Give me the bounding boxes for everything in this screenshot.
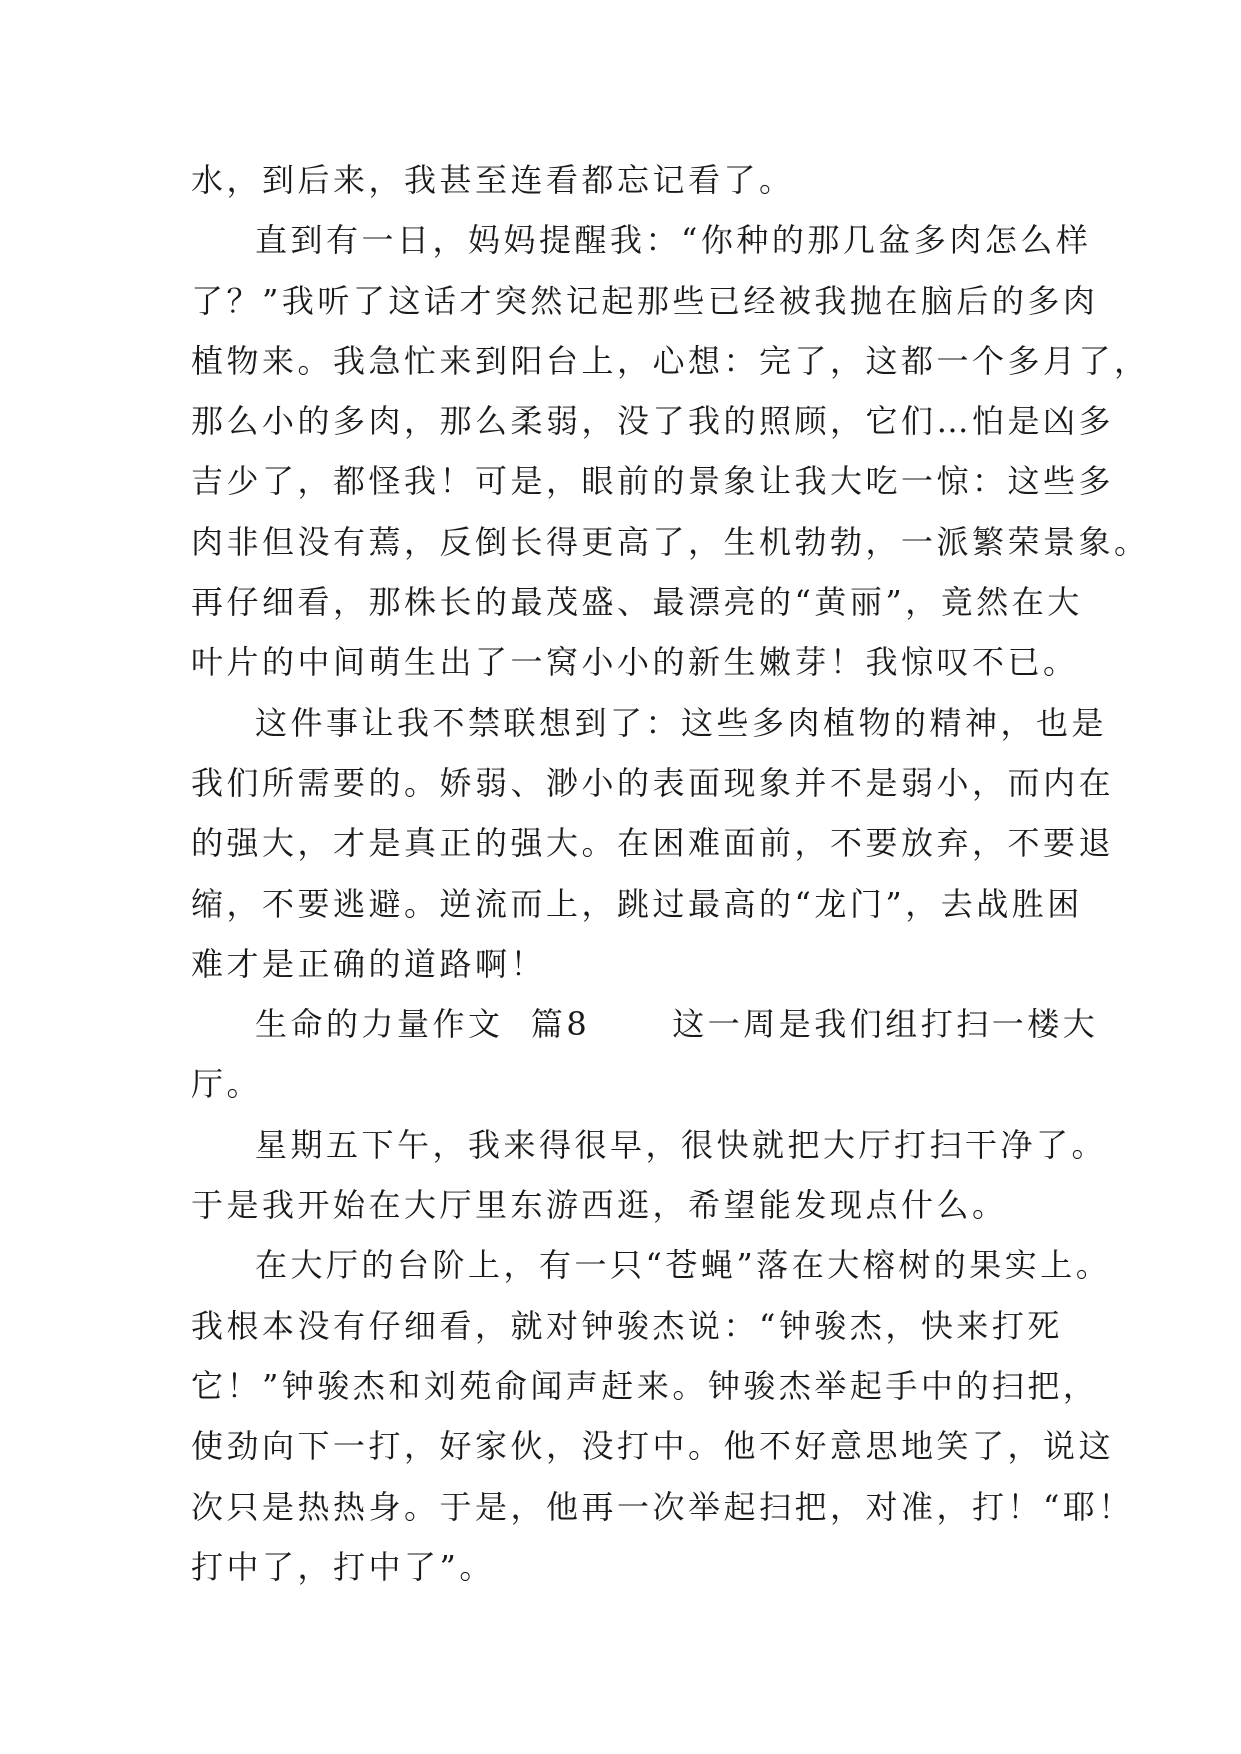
- text-line: 了？”我听了这话才突然记起那些已经被我抛在脑后的多肉: [191, 281, 1099, 320]
- text-line: 这件事让我不禁联想到了：这些多肉植物的精神，也是: [255, 703, 1108, 742]
- text-line: 我根本没有仔细看，就对钟骏杰说：“钟骏杰，快来打死: [191, 1306, 1063, 1345]
- text-line: 叶片的中间萌生出了一窝小小的新生嫩芽！我惊叹不已。: [191, 643, 1079, 682]
- text-line: 星期五下午，我来得很早，很快就把大厅打扫干净了。: [255, 1125, 1108, 1164]
- section-heading-line: 生命的力量作文 篇8 这一周是我们组打扫一楼大: [255, 1005, 1099, 1044]
- text-line: 次只是热热身。于是，他再一次举起扫把，对准，打！“耶！: [191, 1487, 1134, 1526]
- text-line: 使劲向下一打，好家伙，没打中。他不好意思地笑了，说这: [191, 1427, 1115, 1466]
- text-line: 于是我开始在大厅里东游西逛，希望能发现点什么。: [191, 1186, 1008, 1225]
- text-line: 吉少了，都怪我！可是，眼前的景象让我大吃一惊：这些多: [191, 462, 1115, 501]
- text-line: 水，到后来，我甚至连看都忘记看了。: [191, 161, 795, 199]
- essay-text: [191, 150, 1150, 1597]
- text-line: 厅。: [191, 1065, 263, 1104]
- text-line: 缩，不要逃避。逆流而上，跳过最高的“龙门”，去战胜困: [191, 884, 1083, 923]
- text-line: 肉非但没有蔫，反倒长得更高了，生机勃勃，一派繁荣景象。: [191, 522, 1150, 561]
- text-line: 我们所需要的。娇弱、渺小的表面现象并不是弱小，而内在: [191, 763, 1115, 802]
- text-line: 植物来。我急忙来到阳台上，心想：完了，这都一个多月了，: [191, 341, 1150, 380]
- text-line: 直到有一日，妈妈提醒我：“你种的那几盆多肉怎么样: [255, 221, 1092, 260]
- text-line: 难才是正确的道路啊！: [191, 944, 547, 983]
- text-line: 打中了，打中了”。: [191, 1547, 495, 1586]
- text-line: 那么小的多肉，那么柔弱，没了我的照顾，它们…怕是凶多: [191, 402, 1115, 441]
- text-line: 它！”钟骏杰和刘苑俞闻声赶来。钟骏杰举起手中的扫把，: [191, 1366, 1099, 1405]
- text-line: 在大厅的台阶上，有一只“苍蝇”落在大榕树的果实上。: [255, 1246, 1112, 1285]
- text-line: 再仔细看，那株长的最茂盛、最漂亮的“黄丽”，竟然在大: [191, 583, 1083, 622]
- text-line: 的强大，才是真正的强大。在困难面前，不要放弃，不要退: [191, 824, 1115, 863]
